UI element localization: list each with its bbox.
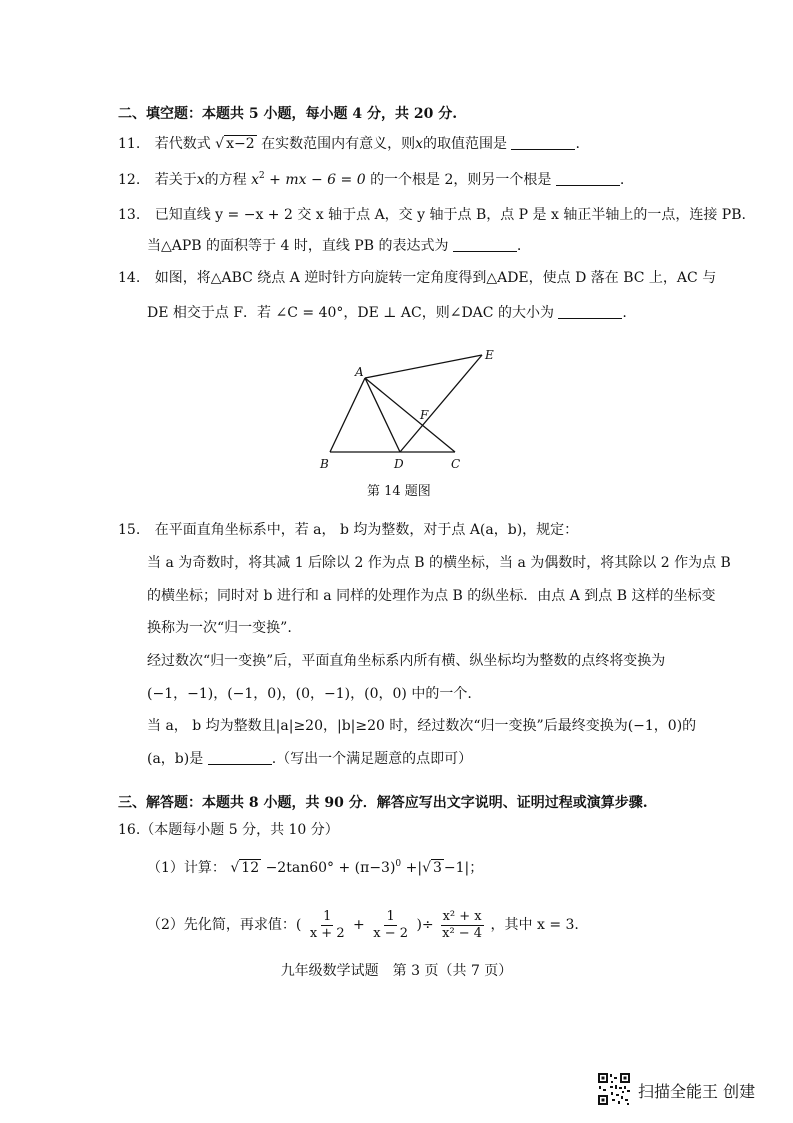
q11-text-a: 若代数式 bbox=[154, 136, 211, 152]
q11-text-c: 的取值范围是 bbox=[423, 136, 507, 152]
q15-text-7: 当 a， b 均为整数且|a|≥20，|b|≥20 时，经过数次“归一变换”后最终变换为(−1，0)的 bbox=[147, 718, 697, 734]
q14-figure-caption: 第 14 题图 bbox=[367, 484, 431, 499]
q16-tail: ，其中 x = 3. bbox=[490, 917, 579, 933]
q12-text-a: 若关于 bbox=[154, 172, 197, 188]
q11-var: x bbox=[415, 136, 423, 152]
scanner-watermark: 扫描全能王 创建 bbox=[638, 1082, 756, 1101]
question-11 bbox=[118, 134, 580, 154]
q15-number: 15. bbox=[118, 522, 141, 538]
q15-text-5: 经过数次“归一变换”后，平面直角坐标系内所有横、纵坐标均为整数的点终将变换为 bbox=[147, 653, 666, 669]
q14-text-2: DE 相交于点 F．若 ∠C = 40°，DE ⊥ AC，则∠DAC 的大小为 bbox=[147, 305, 554, 321]
q16-f1-numerator: 1 bbox=[323, 908, 332, 924]
q13-text-1: 已知直线 y = −x + 2 交 x 轴于点 A，交 y 轴于点 B，点 P 是 x 轴正半轴上的一点，连接 PB. bbox=[154, 207, 746, 223]
q15-text-6: (−1，−1)，(−1，0)，(0，−1)，(0，0) 中的一个. bbox=[147, 686, 472, 702]
q15-text-8a: (a，b)是 bbox=[147, 751, 204, 767]
q12-var: x bbox=[196, 172, 205, 188]
label-B: B bbox=[320, 457, 329, 471]
segment-AB bbox=[330, 378, 365, 452]
q16-part-2 bbox=[147, 905, 579, 945]
q14-answer-blank bbox=[558, 304, 622, 319]
q14-end: . bbox=[622, 305, 627, 321]
q16-part-1: （1）计算： √ $12 -2\tan 60^\circ + (\pi-3)^0$ +|√ 3 −1|； bbox=[147, 859, 484, 876]
q16-p1-middle: −2tan60° + (π−3) bbox=[265, 860, 396, 876]
q12-number: 12. bbox=[118, 172, 141, 188]
q16-p1-radicand-1: 12 bbox=[241, 860, 260, 876]
q14-geometry-figure bbox=[310, 345, 510, 475]
question-13-line-1 bbox=[118, 205, 746, 225]
label-A: A bbox=[355, 365, 364, 379]
q12-answer-blank bbox=[556, 171, 620, 186]
label-F: F bbox=[420, 408, 429, 422]
section-2-title: 二、填空题：本题共 5 小题，每小题 4 分，共 20 分. bbox=[118, 106, 458, 122]
page-footer: 九年级数学试题 第 3 页（共 7 页） bbox=[280, 963, 513, 979]
qr-code-icon bbox=[597, 1072, 631, 1106]
q12-eq-base: x bbox=[251, 172, 259, 188]
q16-f3-denominator: x² − 4 bbox=[442, 925, 483, 941]
q16-p1-exponent: 0 bbox=[395, 859, 402, 869]
q16-f1-denominator: x + 2 bbox=[309, 925, 345, 941]
q12-text-b: 的方程 bbox=[204, 172, 247, 188]
q12-end: . bbox=[619, 172, 625, 188]
q13-end: . bbox=[516, 238, 522, 254]
label-E: E bbox=[485, 348, 494, 362]
question-14-line-1 bbox=[118, 268, 716, 288]
q11-end: . bbox=[575, 136, 580, 152]
q16-fraction-3 bbox=[440, 909, 484, 942]
q12-eq-rest: + mx − 6 = 0 bbox=[264, 172, 366, 188]
q13-text-2: 当△APB 的面积等于 4 时，直线 PB 的表达式为 bbox=[147, 238, 449, 254]
q15-text-4: 换称为一次“归一变换”. bbox=[147, 620, 292, 636]
q16-f2-denominator: x − 2 bbox=[373, 925, 408, 941]
q13-number: 13. bbox=[118, 207, 141, 223]
q16-div: )÷ bbox=[416, 917, 434, 933]
q15-text-8b: .（写出一个满足题意的点即可） bbox=[271, 751, 473, 767]
q12-text-c: 的一个根是 2，则另一个根是 bbox=[370, 172, 552, 188]
q16-p1-label: （1）计算： bbox=[147, 860, 226, 876]
q16-p1-abs-open: +| bbox=[405, 860, 423, 876]
q15-text-2: 当 a 为奇数时，将其减 1 后除以 2 作为点 B 的横坐标，当 a 为偶数时，将其除以 2 作为点 B bbox=[147, 555, 731, 571]
question-15-line-8 bbox=[147, 749, 472, 769]
label-C: C bbox=[451, 457, 461, 471]
q16-fraction-2 bbox=[371, 909, 410, 942]
q16-plus: + bbox=[353, 917, 365, 933]
question-13-line-2 bbox=[147, 236, 521, 256]
q15-answer-blank bbox=[208, 750, 272, 765]
q16-f2-numerator: 1 bbox=[386, 908, 395, 924]
segment-AE bbox=[365, 355, 482, 378]
q13-answer-blank bbox=[453, 237, 517, 252]
segment-DE bbox=[400, 355, 482, 452]
q14-text-1: 如图，将△ABC 绕点 A 逆时针方向旋转一定角度得到△ADE，使点 D 落在 BC 上，AC 与 bbox=[154, 270, 717, 286]
q16-f3-numerator: x² + x bbox=[442, 908, 482, 924]
q16-p1-radicand-2: 3 bbox=[432, 860, 442, 876]
label-D: D bbox=[394, 457, 404, 471]
q12-eq-exp: 2 bbox=[258, 171, 265, 181]
q15-text-1: 在平面直角坐标系中，若 a， b 均为整数，对于点 A(a，b)，规定： bbox=[154, 522, 579, 538]
q11-text-b: 在实数范围内有意义，则 bbox=[261, 136, 416, 152]
q14-number: 14. bbox=[118, 270, 141, 286]
q16-p2-label: （2）先化简，再求值：( bbox=[147, 917, 302, 933]
q16-fraction-1 bbox=[308, 909, 347, 942]
segment-AD bbox=[365, 378, 400, 452]
q15-text-3: 的横坐标；同时对 b 进行和 a 同样的处理作为点 B 的纵坐标．由点 A 到点 B 这样的坐标变 bbox=[147, 588, 716, 604]
q11-radical-sign: √ bbox=[215, 136, 225, 152]
q16-heading: 16.（本题每小题 5 分，共 10 分） bbox=[118, 822, 339, 838]
q16-p1-abs-close: −1|； bbox=[443, 860, 484, 876]
q11-radicand: x−2 bbox=[226, 136, 255, 152]
q11-answer-blank bbox=[511, 135, 575, 150]
question-14-line-2 bbox=[147, 303, 627, 323]
section-3-title: 三、解答题：本题共 8 小题，共 90 分．解答应写出文字说明、证明过程或演算步骤. bbox=[118, 795, 648, 811]
question-12 bbox=[118, 170, 624, 190]
q11-number: 11. bbox=[118, 136, 141, 152]
question-15-line-1 bbox=[118, 520, 578, 540]
